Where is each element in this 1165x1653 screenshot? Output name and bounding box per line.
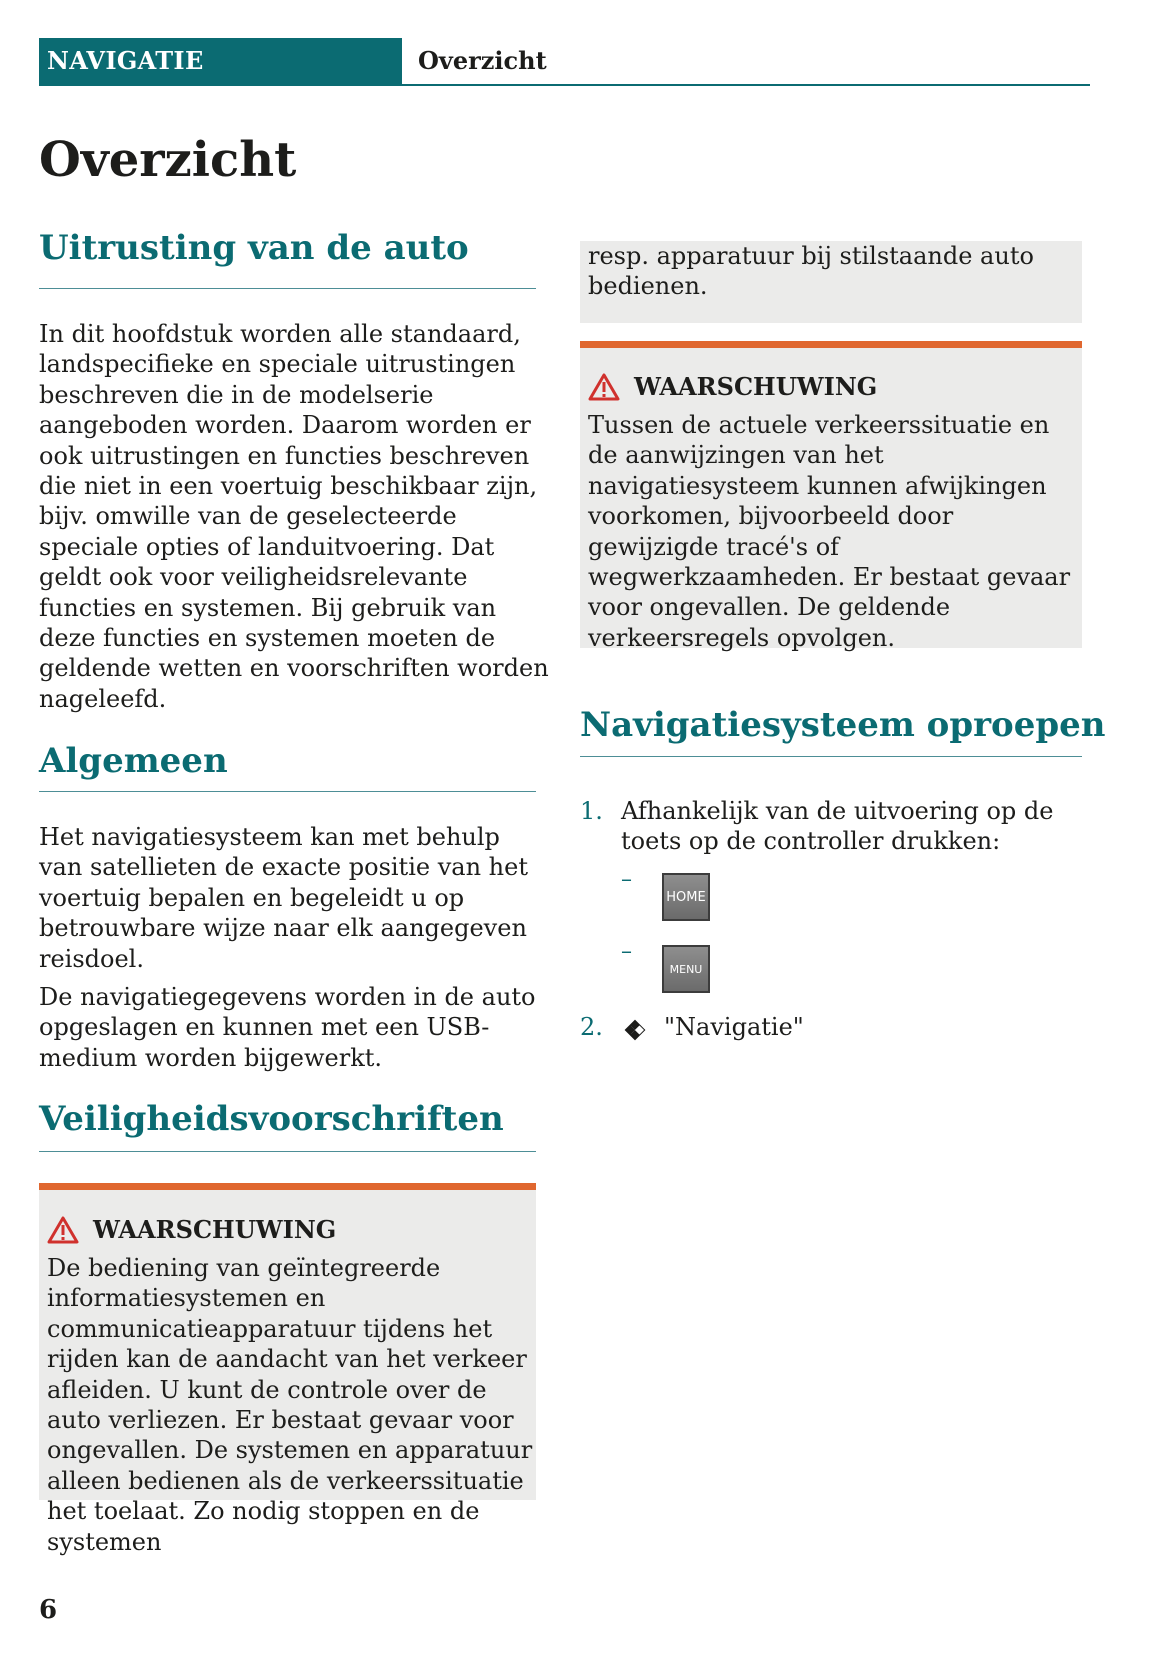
warning-paragraph: De bediening van geïntegreerde informatiesystemen en communicatieapparatuur tijdens het rijden kan de aandacht van het verkeer afleiden. U kunt de controle over de auto verliezen. Er bestaat gevaar voor ongevallen. De systemen en apparatuur alleen bedienen als de verkeerssituatie het toelaat. Zo nodig stoppen en de systemen xyxy=(47,1254,533,1556)
home-key-icon: HOME xyxy=(662,873,710,921)
heading-rule xyxy=(39,791,536,792)
step-1-text xyxy=(621,796,1076,857)
continued-text xyxy=(588,241,1076,302)
warning-text-navigation xyxy=(588,410,1076,653)
step-2-number: 2. xyxy=(580,1013,603,1041)
heading-safety: Veiligheidsvoorschriften xyxy=(39,1099,504,1139)
heading-general: Algemeen xyxy=(39,741,228,781)
heading-rule xyxy=(39,1151,536,1152)
general-text xyxy=(39,822,549,1073)
checkered-flag-icon xyxy=(622,1016,648,1042)
heading-rule xyxy=(580,756,1082,757)
warning-label: WAARSCHUWING xyxy=(634,372,878,401)
general-paragraph-2: De navigatiegegevens worden in de auto opgeslagen en kunnen met een USB-medium worden bijgewerkt. xyxy=(39,983,536,1072)
warning-accent-bar xyxy=(580,341,1082,348)
warning-triangle-icon xyxy=(588,373,620,401)
step-2-paragraph: "Navigatie" xyxy=(664,1013,804,1041)
warning-accent-bar xyxy=(39,1183,536,1190)
equipment-text xyxy=(39,319,549,714)
heading-rule xyxy=(39,288,536,289)
step-2-text xyxy=(664,1012,804,1042)
header-rule xyxy=(402,84,1090,86)
warning-triangle-icon xyxy=(47,1216,79,1244)
warning-label: WAARSCHUWING xyxy=(93,1215,337,1244)
warning-heading xyxy=(47,1215,336,1245)
dash-bullet: – xyxy=(621,867,632,892)
dash-bullet: – xyxy=(621,939,632,964)
header-chapter-label: Overzicht xyxy=(418,46,547,75)
step-1-number: 1. xyxy=(580,797,603,825)
warning-paragraph: Tussen de actuele verkeerssituatie en de aanwijzingen van het navigatiesysteem kunnen afwijkingen voorkomen, bijvoorbeeld door gewijzigde tracé's of wegwerkzaamheden. Er bestaat gevaar voor ongevallen. De geldende verkeersregels opvolgen. xyxy=(588,411,1071,652)
general-paragraph-1: Het navigatiesysteem kan met behulp van satellieten de exacte positie van het voertuig bepalen en begeleidt u op betrouwbare wijze naar elk aangegeven reisdoel. xyxy=(39,823,528,973)
heading-call-navigation: Navigatiesysteem oproepen xyxy=(580,705,1106,745)
warning-text-safety xyxy=(47,1253,533,1557)
page-number: 6 xyxy=(39,1595,58,1625)
menu-key-icon: MENU xyxy=(662,945,710,993)
heading-equipment: Uitrusting van de auto xyxy=(39,228,469,268)
continued-paragraph: resp. apparatuur bij stilstaande auto bedienen. xyxy=(588,242,1034,301)
warning-heading xyxy=(588,372,877,402)
header-section-label: NAVIGATIE xyxy=(47,46,204,75)
equipment-paragraph: In dit hoofdstuk worden alle standaard, landspecifieke en speciale uitrustingen beschreven die in de modelserie aangeboden worden. Daarom worden er ook uitrustingen en functies beschreven die niet in een voertuig beschikbaar zijn, bijv. omwille van de geselecteerde speciale opties of landuitvoering. Dat geldt ook voor veiligheidsrelevante functies en systemen. Bij gebruik van deze functies en systemen moeten de geldende wetten en voorschriften worden nageleefd. xyxy=(39,320,549,713)
step-1-paragraph: Afhankelijk van de uitvoering op de toets op de controller drukken: xyxy=(621,797,1054,856)
page-title: Overzicht xyxy=(39,132,297,188)
